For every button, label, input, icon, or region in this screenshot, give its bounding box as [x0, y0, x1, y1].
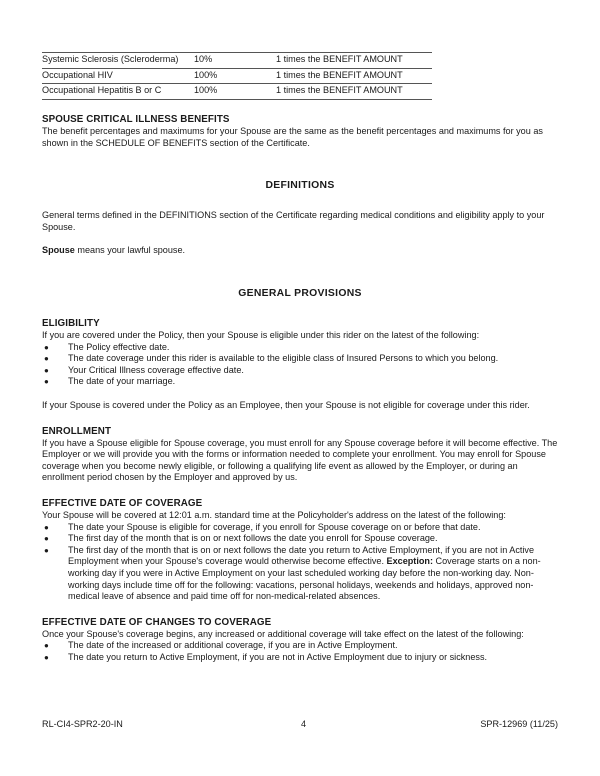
exception-label: Exception:	[386, 556, 434, 567]
list-item-text: The first day of the month that is on or next follows the date you enroll for Spouse coverage.	[68, 533, 438, 544]
footer-form-code-left: RL-CI4-SPR2-20-IN	[42, 719, 123, 729]
list-item	[42, 652, 558, 664]
list-item	[42, 342, 558, 354]
enrollment-paragraph: If you have a Spouse eligible for Spouse coverage, you must enroll for any Spouse coverage before it will become effective. The Employer or we will provide you with the forms or information needed to complete your enrollment. You may enroll for Spouse coverage when you become newly eligible, or following a qualifying life event as allowed by the Employer, or during an enrollment period chosen by the Employer and approved by us.	[42, 437, 558, 483]
page-content	[42, 52, 558, 664]
list-item-text: Your Critical Illness coverage effective date.	[68, 364, 244, 375]
list-item-text: The date of your marriage.	[68, 376, 176, 387]
spouse-benefits-paragraph: The benefit percentages and maximums for your Spouse are the same as the benefit percentages and maximums for you as shown in the SCHEDULE OF BENEFITS section of the Certificate.	[42, 126, 543, 148]
footer-page-number: 4	[301, 719, 307, 729]
eligibility-intro: If you are covered under the Policy, then your Spouse is eligible under this rider on the latest of the following:	[42, 330, 480, 341]
table-cell-condition: Occupational HIV	[42, 68, 194, 84]
bullet-icon: ●	[44, 342, 49, 352]
effective-date-coverage-intro: Your Spouse will be covered at 12:01 a.m. standard time at the Policyholder's address on the latest of the following:	[42, 510, 506, 521]
footer-form-code-right: SPR-12969 (11/25)	[480, 719, 558, 729]
bullet-icon: ●	[44, 641, 49, 651]
table-cell-amount: 1 times the BENEFIT AMOUNT	[276, 84, 432, 100]
list-item-text-part-a: The first day of the month that is on or next follows the date you return to Active Employment, if you are not in Active Employment when your Spouse's coverage would otherwise become effective.	[68, 544, 535, 567]
bullet-icon: ●	[44, 354, 49, 364]
bullet-icon: ●	[44, 522, 49, 532]
table-row	[42, 53, 432, 69]
benefit-conditions-table	[42, 52, 432, 100]
bullet-icon: ●	[44, 545, 49, 555]
list-item-text: The date you return to Active Employment, if you are not in Active Employment due to injury or sickness.	[68, 651, 488, 662]
table-cell-percentage: 100%	[194, 84, 276, 100]
list-item	[42, 376, 558, 388]
table-row	[42, 84, 432, 100]
section-heading-enrollment: ENROLLMENT	[42, 425, 112, 437]
list-item	[42, 522, 558, 534]
table-row	[42, 68, 432, 84]
section-heading-definitions: DEFINITIONS	[265, 180, 335, 192]
list-item-text: The date of the increased or additional coverage, if you are in Active Employment.	[68, 640, 398, 651]
list-item	[42, 640, 558, 652]
effective-date-coverage-bullet-list	[42, 522, 558, 603]
section-heading-effective-date-of-coverage: EFFECTIVE DATE OF COVERAGE	[42, 498, 203, 510]
effective-date-changes-intro: Once your Spouse's coverage begins, any increased or additional coverage will take effect on the latest of the following:	[42, 628, 524, 639]
list-item	[42, 545, 558, 603]
bullet-icon: ●	[44, 534, 49, 544]
table-cell-amount: 1 times the BENEFIT AMOUNT	[276, 53, 432, 69]
bullet-icon: ●	[44, 652, 49, 662]
table-cell-percentage: 100%	[194, 68, 276, 84]
eligibility-closing-paragraph: If your Spouse is covered under the Policy as an Employee, then your Spouse is not eligible for coverage under this rider.	[42, 400, 530, 411]
list-item	[42, 353, 558, 365]
list-item-text: The Policy effective date.	[68, 341, 170, 352]
bullet-icon: ●	[44, 377, 49, 387]
page-footer	[42, 718, 558, 730]
section-heading-spouse-critical-illness-benefits: SPOUSE CRITICAL ILLNESS BENEFITS	[42, 114, 230, 126]
section-heading-general-provisions: GENERAL PROVISIONS	[238, 288, 362, 300]
table-cell-condition: Occupational Hepatitis B or C	[42, 84, 194, 100]
list-item-text: The date your Spouse is eligible for coverage, if you enroll for Spouse coverage on or before that date.	[68, 521, 481, 532]
table-cell-percentage: 10%	[194, 53, 276, 69]
definitions-paragraph: General terms defined in the DEFINITIONS section of the Certificate regarding medical conditions and eligibility apply to your Spouse.	[42, 210, 545, 232]
section-heading-effective-date-of-changes-to-coverage: EFFECTIVE DATE OF CHANGES TO COVERAGE	[42, 616, 272, 628]
eligibility-bullet-list	[42, 342, 558, 388]
list-item-text: The date coverage under this rider is available to the eligible class of Insured Persons to which you belong.	[68, 353, 499, 364]
definition-spouse	[42, 245, 558, 257]
effective-date-changes-bullet-list	[42, 640, 558, 663]
list-item	[42, 533, 558, 545]
list-item	[42, 365, 558, 377]
definition-term-text: means your lawful spouse.	[74, 245, 186, 256]
list-item-text-part-b: Coverage starts on a non-working day if you were in Active Employment on your last scheduled working day before the non-working day. Non-working days include time off for the following: vacations, personal holidays, weekends and holidays, approved non-medical leave of absence and paid time off for non-medical-related absences.	[68, 556, 541, 602]
bullet-icon: ●	[44, 365, 49, 375]
section-heading-eligibility: ELIGIBILITY	[42, 318, 100, 330]
table-cell-condition: Systemic Sclerosis (Scleroderma)	[42, 53, 194, 69]
table-cell-amount: 1 times the BENEFIT AMOUNT	[276, 68, 432, 84]
definition-term-label: Spouse	[42, 245, 75, 256]
